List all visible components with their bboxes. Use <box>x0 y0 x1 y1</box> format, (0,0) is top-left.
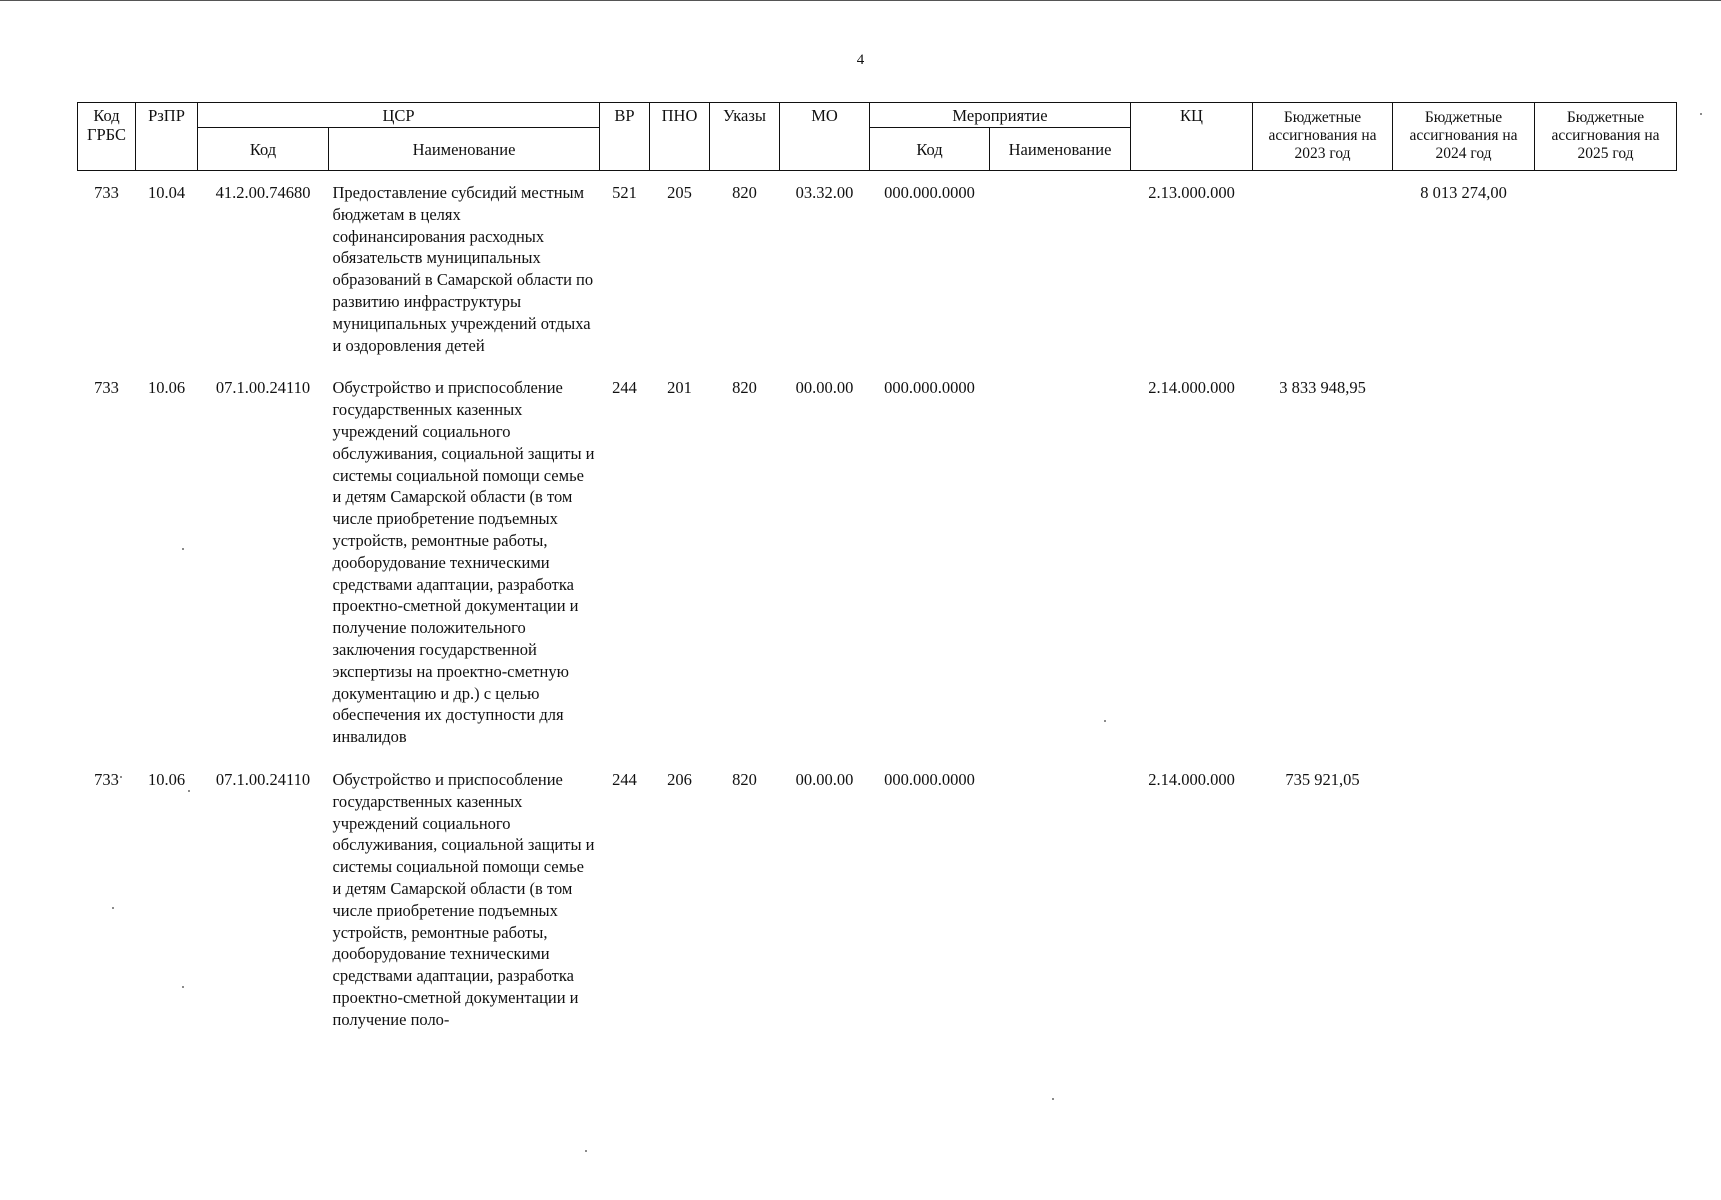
scan-speck <box>1700 113 1702 115</box>
cell-budget-2024 <box>1393 769 1535 1031</box>
scan-speck <box>1052 1098 1054 1100</box>
cell-mer-code: 000.000.0000 <box>884 769 975 789</box>
page-number: 4 <box>856 52 865 68</box>
cell-rzpr: 10.06 <box>147 378 186 398</box>
scan-speck <box>188 790 190 792</box>
cell-name: Обустройство и приспособление государственных казенных учреждений социального обслуживания, социальной защиты и системы социальной помощи семье и детям Самарской области (в том числе приобретение подъемных устройств, ремонтные работы, дооборудование техническими средствами адаптации, разработка проектно-сметной документации и получение поло- <box>332 769 595 1029</box>
header-pno: ПНО <box>650 103 710 171</box>
header-grbs: Код ГРБС <box>78 103 136 171</box>
cell-csr-code: 07.1.00.24110 <box>215 769 311 789</box>
header-budget-2025: Бюджетные ассигнования на 2025 год <box>1535 103 1677 171</box>
cell-grbs: 733 <box>94 183 119 202</box>
cell-ukazy: 820 <box>732 378 757 398</box>
header-rzpr: РзПР <box>136 103 198 171</box>
scan-speck <box>120 776 122 778</box>
cell-mer-name <box>990 377 1131 748</box>
cell-grbs: 733 <box>94 378 119 398</box>
scan-speck <box>182 986 184 988</box>
table-row <box>78 769 1677 1031</box>
cell-mer-code: 000.000.0000 <box>884 378 975 398</box>
header-csr-name: Наименование <box>329 128 600 171</box>
cell-mer-name <box>990 769 1131 1031</box>
header-budget-2023: Бюджетные ассигнования на 2023 год <box>1253 103 1393 171</box>
header-csr: ЦСР <box>198 103 600 128</box>
scan-speck <box>112 907 114 909</box>
cell-budget-2024 <box>1393 377 1535 748</box>
header-ukazy: Указы <box>710 103 780 171</box>
cell-pno: 205 <box>667 183 692 202</box>
cell-kc: 2.14.000.000 <box>1148 378 1235 398</box>
table-row <box>78 377 1677 748</box>
cell-csr-code: 07.1.00.24110 <box>215 378 311 398</box>
cell-budget-2025 <box>1535 377 1677 748</box>
cell-rzpr: 10.06 <box>147 769 186 789</box>
cell-budget-2023: 3 833 948,95 <box>1279 378 1366 398</box>
cell-budget-2025 <box>1535 769 1677 1031</box>
cell-csr-code: 41.2.00.74680 <box>215 183 311 202</box>
header-mo: МО <box>780 103 870 171</box>
header-meropriyatie: Мероприятие <box>870 103 1131 128</box>
cell-mo: 00.00.00 <box>795 378 854 398</box>
cell-name: Предоставление субсидий местным бюджетам в целях софинансирования расходных обязательств муниципальных образований в Самарской области по развитию инфраструктуры муниципальных учреждений отдыха и оздоровления детей <box>332 183 594 355</box>
cell-budget-2024: 8 013 274,00 <box>1420 183 1507 202</box>
table-row <box>78 182 1677 356</box>
header-mer-name: Наименование <box>990 128 1131 171</box>
cell-ukazy: 820 <box>732 183 757 202</box>
cell-mer-name <box>990 182 1131 356</box>
cell-vr: 244 <box>612 378 637 398</box>
budget-table <box>77 102 1677 1030</box>
cell-kc: 2.14.000.000 <box>1148 769 1235 789</box>
scan-speck <box>1104 720 1106 722</box>
cell-vr: 244 <box>612 769 637 789</box>
header-budget-2024: Бюджетные ассигнования на 2024 год <box>1393 103 1535 171</box>
cell-budget-2023: 735 921,05 <box>1285 769 1360 789</box>
cell-mo: 00.00.00 <box>795 769 854 789</box>
cell-pno: 201 <box>667 378 692 398</box>
table-body <box>78 171 1677 1031</box>
cell-budget-2023 <box>1253 182 1393 356</box>
header-csr-code: Код <box>198 128 329 171</box>
cell-ukazy: 820 <box>732 769 757 789</box>
cell-mo: 03.32.00 <box>795 183 854 202</box>
cell-vr: 521 <box>612 183 637 202</box>
cell-kc: 2.13.000.000 <box>1148 183 1235 202</box>
scan-speck <box>182 548 184 550</box>
cell-name: Обустройство и приспособление государственных казенных учреждений социального обслуживания, социальной защиты и системы социальной помощи семье и детям Самарской области (в том числе приобретение подъемных устройств, ремонтные работы, дооборудование техническими средствами адаптации, разработка проектно-сметной документации и получение положительного заключения государственной экспертизы на проектно-сметную документацию и др.) с целью обеспечения их доступности для инвалидов <box>332 378 595 747</box>
header-vr: ВР <box>600 103 650 171</box>
cell-rzpr: 10.04 <box>147 183 186 202</box>
cell-mer-code: 000.000.0000 <box>884 183 975 202</box>
cell-grbs: 733 <box>94 769 119 789</box>
header-mer-code: Код <box>870 128 990 171</box>
header-kc: КЦ <box>1131 103 1253 171</box>
scan-edge <box>0 0 1721 1</box>
cell-pno: 206 <box>667 769 692 789</box>
table-header <box>78 103 1677 171</box>
cell-budget-2025 <box>1535 182 1677 356</box>
scan-speck <box>585 1150 587 1152</box>
